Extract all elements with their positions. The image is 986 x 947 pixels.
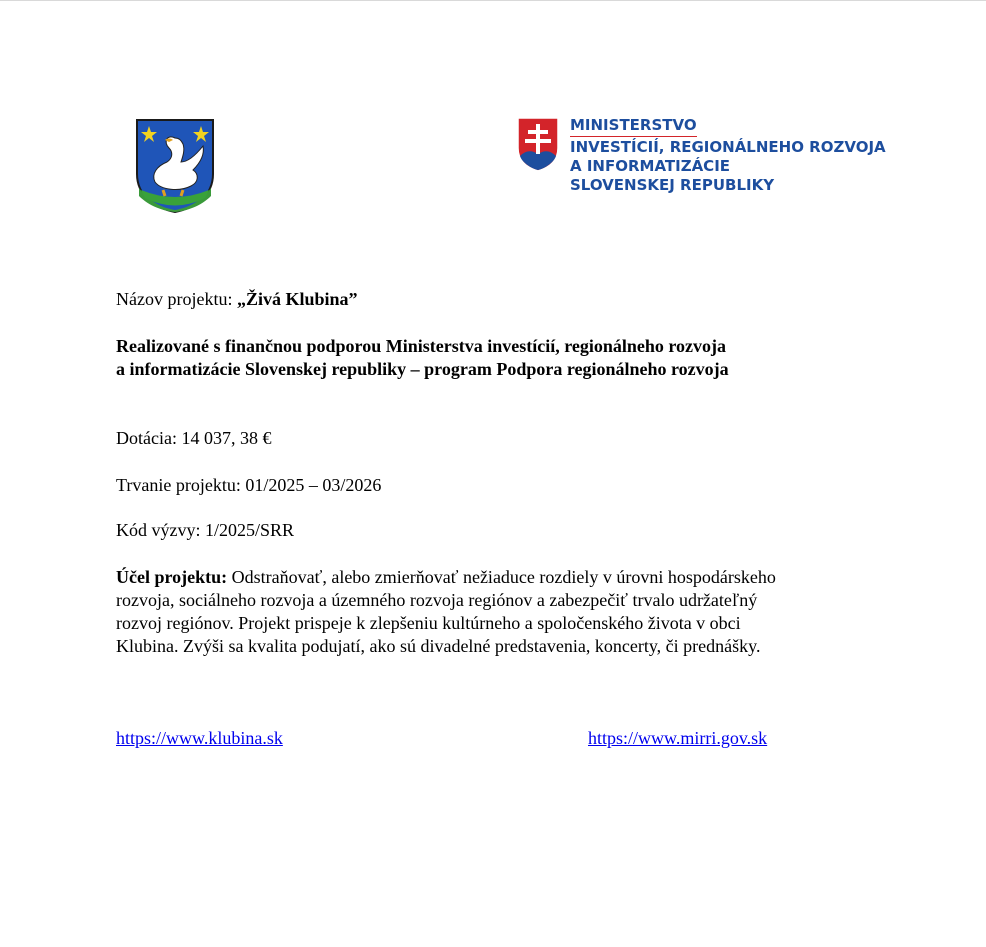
ministry-name bbox=[570, 116, 886, 195]
funding-statement bbox=[116, 335, 729, 381]
call-code: Kód výzvy: 1/2025/SRR bbox=[116, 520, 295, 540]
ministry-logo bbox=[516, 116, 886, 206]
grant-amount: Dotácia: 14 037, 38 € bbox=[116, 428, 272, 448]
purpose-text-line: Odstraňovať, alebo zmierňovať nežiaduce rozdiely v úrovni hospodárskeho bbox=[227, 567, 776, 587]
project-name-label: Názov projektu: bbox=[116, 289, 237, 309]
purpose-text-line: rozvoja, sociálneho rozvoja a územného rozvoja regiónov a zabezpečiť trvalo udržateľný bbox=[116, 590, 758, 610]
ministry-website-link[interactable]: https://www.mirri.gov.sk bbox=[588, 728, 768, 748]
funding-statement-line: a informatizácie Slovenskej republiky – program Podpora regionálneho rozvoja bbox=[116, 359, 729, 379]
ministry-website-link-container bbox=[588, 727, 767, 749]
ministry-name-line: MINISTERSTVO bbox=[570, 116, 697, 137]
funding-statement-line: Realizované s finančnou podporou Ministerstva investícií, regionálneho rozvoja bbox=[116, 336, 727, 356]
ministry-name-line: INVESTÍCIÍ, REGIONÁLNEHO ROZVOJA bbox=[570, 138, 886, 156]
purpose-text-line: rozvoj regiónov. Projekt prispeje k zlepšeniu kultúrneho a spoločenského života v obci bbox=[116, 613, 741, 633]
ministry-name-line: SLOVENSKEJ REPUBLIKY bbox=[570, 176, 775, 194]
top-border bbox=[0, 0, 986, 1]
project-name bbox=[116, 288, 358, 310]
ministry-name-line: A INFORMATIZÁCIE bbox=[570, 157, 731, 175]
village-website-link[interactable]: https://www.klubina.sk bbox=[116, 728, 283, 748]
village-website-link-container bbox=[116, 727, 283, 749]
purpose-text-line: Klubina. Zvýši sa kvalita podujatí, ako sú divadelné predstavenia, koncerty, či prednášky. bbox=[116, 636, 761, 656]
purpose-label: Účel projektu: bbox=[116, 567, 228, 587]
project-name-value: „Živá Klubina” bbox=[236, 289, 358, 309]
project-purpose bbox=[116, 566, 876, 658]
slovak-coat-of-arms-icon bbox=[516, 116, 560, 172]
klubina-coat-of-arms-logo bbox=[133, 116, 217, 214]
project-duration: Trvanie projektu: 01/2025 – 03/2026 bbox=[116, 475, 382, 495]
